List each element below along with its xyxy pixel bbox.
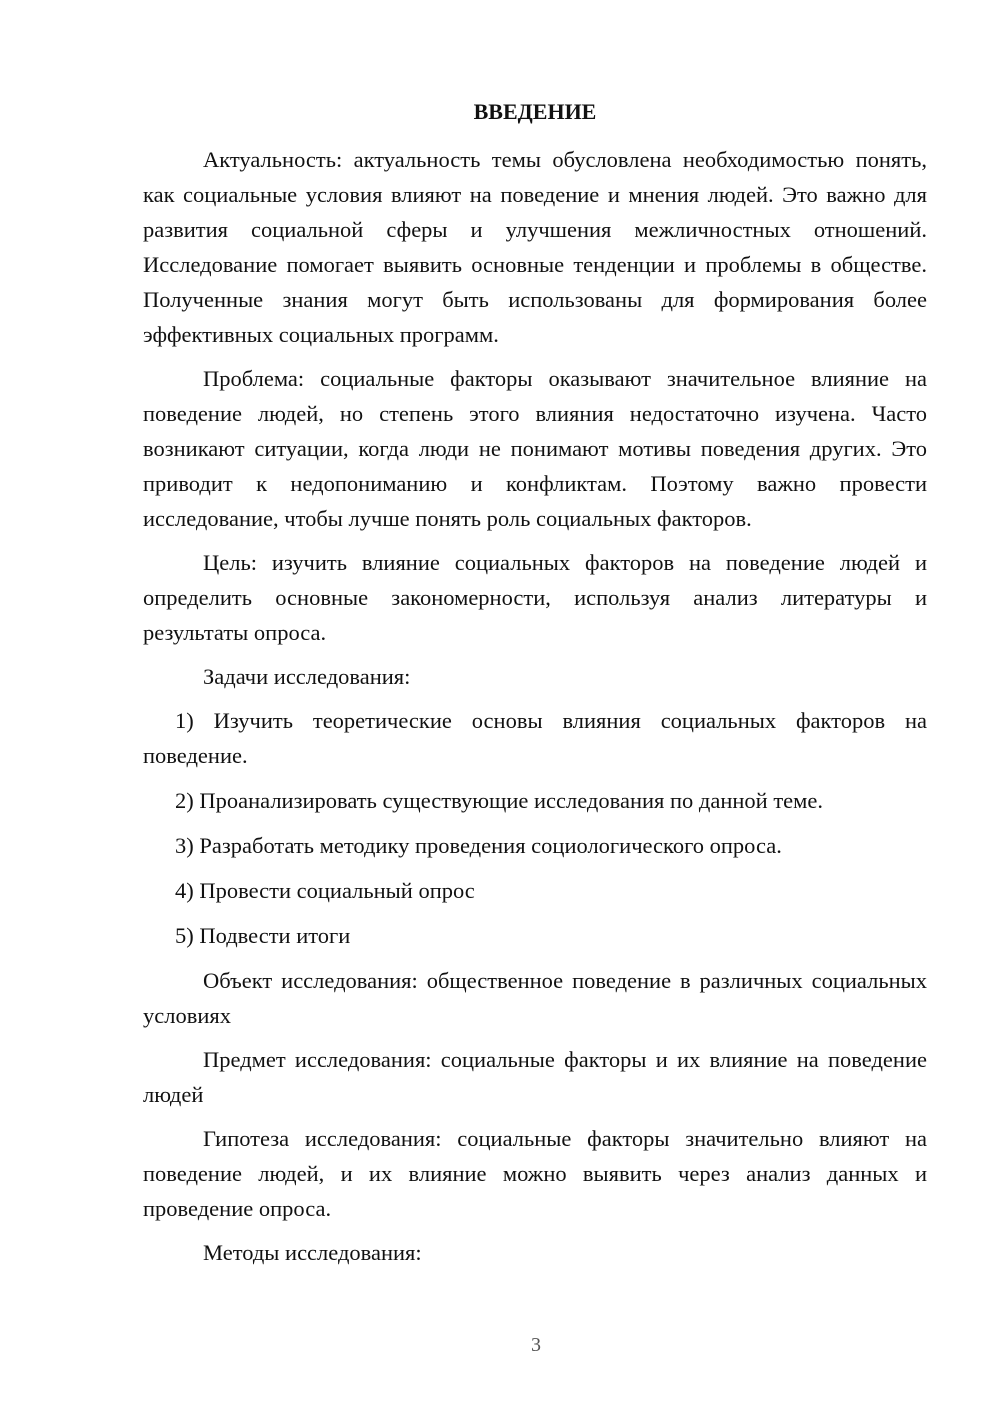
- task-item-3: 3) Разработать методику проведения социологического опроса.: [175, 833, 782, 858]
- object-paragraph: Объект исследования: общественное поведение в различных социальных условиях: [143, 968, 927, 1028]
- hypothesis-paragraph: Гипотеза исследования: социальные факторы значительно влияют на поведение людей, и их влияние можно выявить через анализ данных и проведение опроса.: [143, 1126, 927, 1221]
- subject-paragraph: Предмет исследования: социальные факторы и их влияние на поведение людей: [143, 1047, 927, 1107]
- tasks-heading: Задачи исследования:: [203, 664, 411, 689]
- goal-paragraph: Цель: изучить влияние социальных факторов на поведение людей и определить основные закономерности, используя анализ литературы и результаты опроса.: [143, 550, 927, 645]
- methods-heading: Методы исследования:: [203, 1240, 422, 1265]
- problem-paragraph: Проблема: социальные факторы оказывают значительное влияние на поведение людей, но степень этого влияния недостаточно изучена. Часто возникают ситуации, когда люди не понимают мотивы поведения других. Это приводит к недопониманию и конфликтам. Поэтому важно провести исследование, чтобы лучше понять роль социальных факторов.: [143, 366, 927, 531]
- task-item-1: 1) Изучить теоретические основы влияния социальных факторов на поведение.: [143, 708, 927, 768]
- task-item-4: 4) Провести социальный опрос: [175, 878, 475, 903]
- task-item-5: 5) Подвести итоги: [175, 923, 351, 948]
- relevance-paragraph: Актуальность: актуальность темы обусловлена необходимостью понять, как социальные условия влияют на поведение и мнения людей. Это важно для развития социальной сферы и улучшения межличностных отношений. Исследование помогает выявить основные тенденции и проблемы в обществе. Полученные знания могут быть использованы для формирования более эффективных социальных программ.: [143, 147, 927, 347]
- task-item-2: 2) Проанализировать существующие исследования по данной теме.: [175, 788, 824, 813]
- page-body: [143, 94, 927, 1279]
- section-title: ВВЕДЕНИЕ: [473, 99, 597, 124]
- page-number: 3: [531, 1334, 541, 1356]
